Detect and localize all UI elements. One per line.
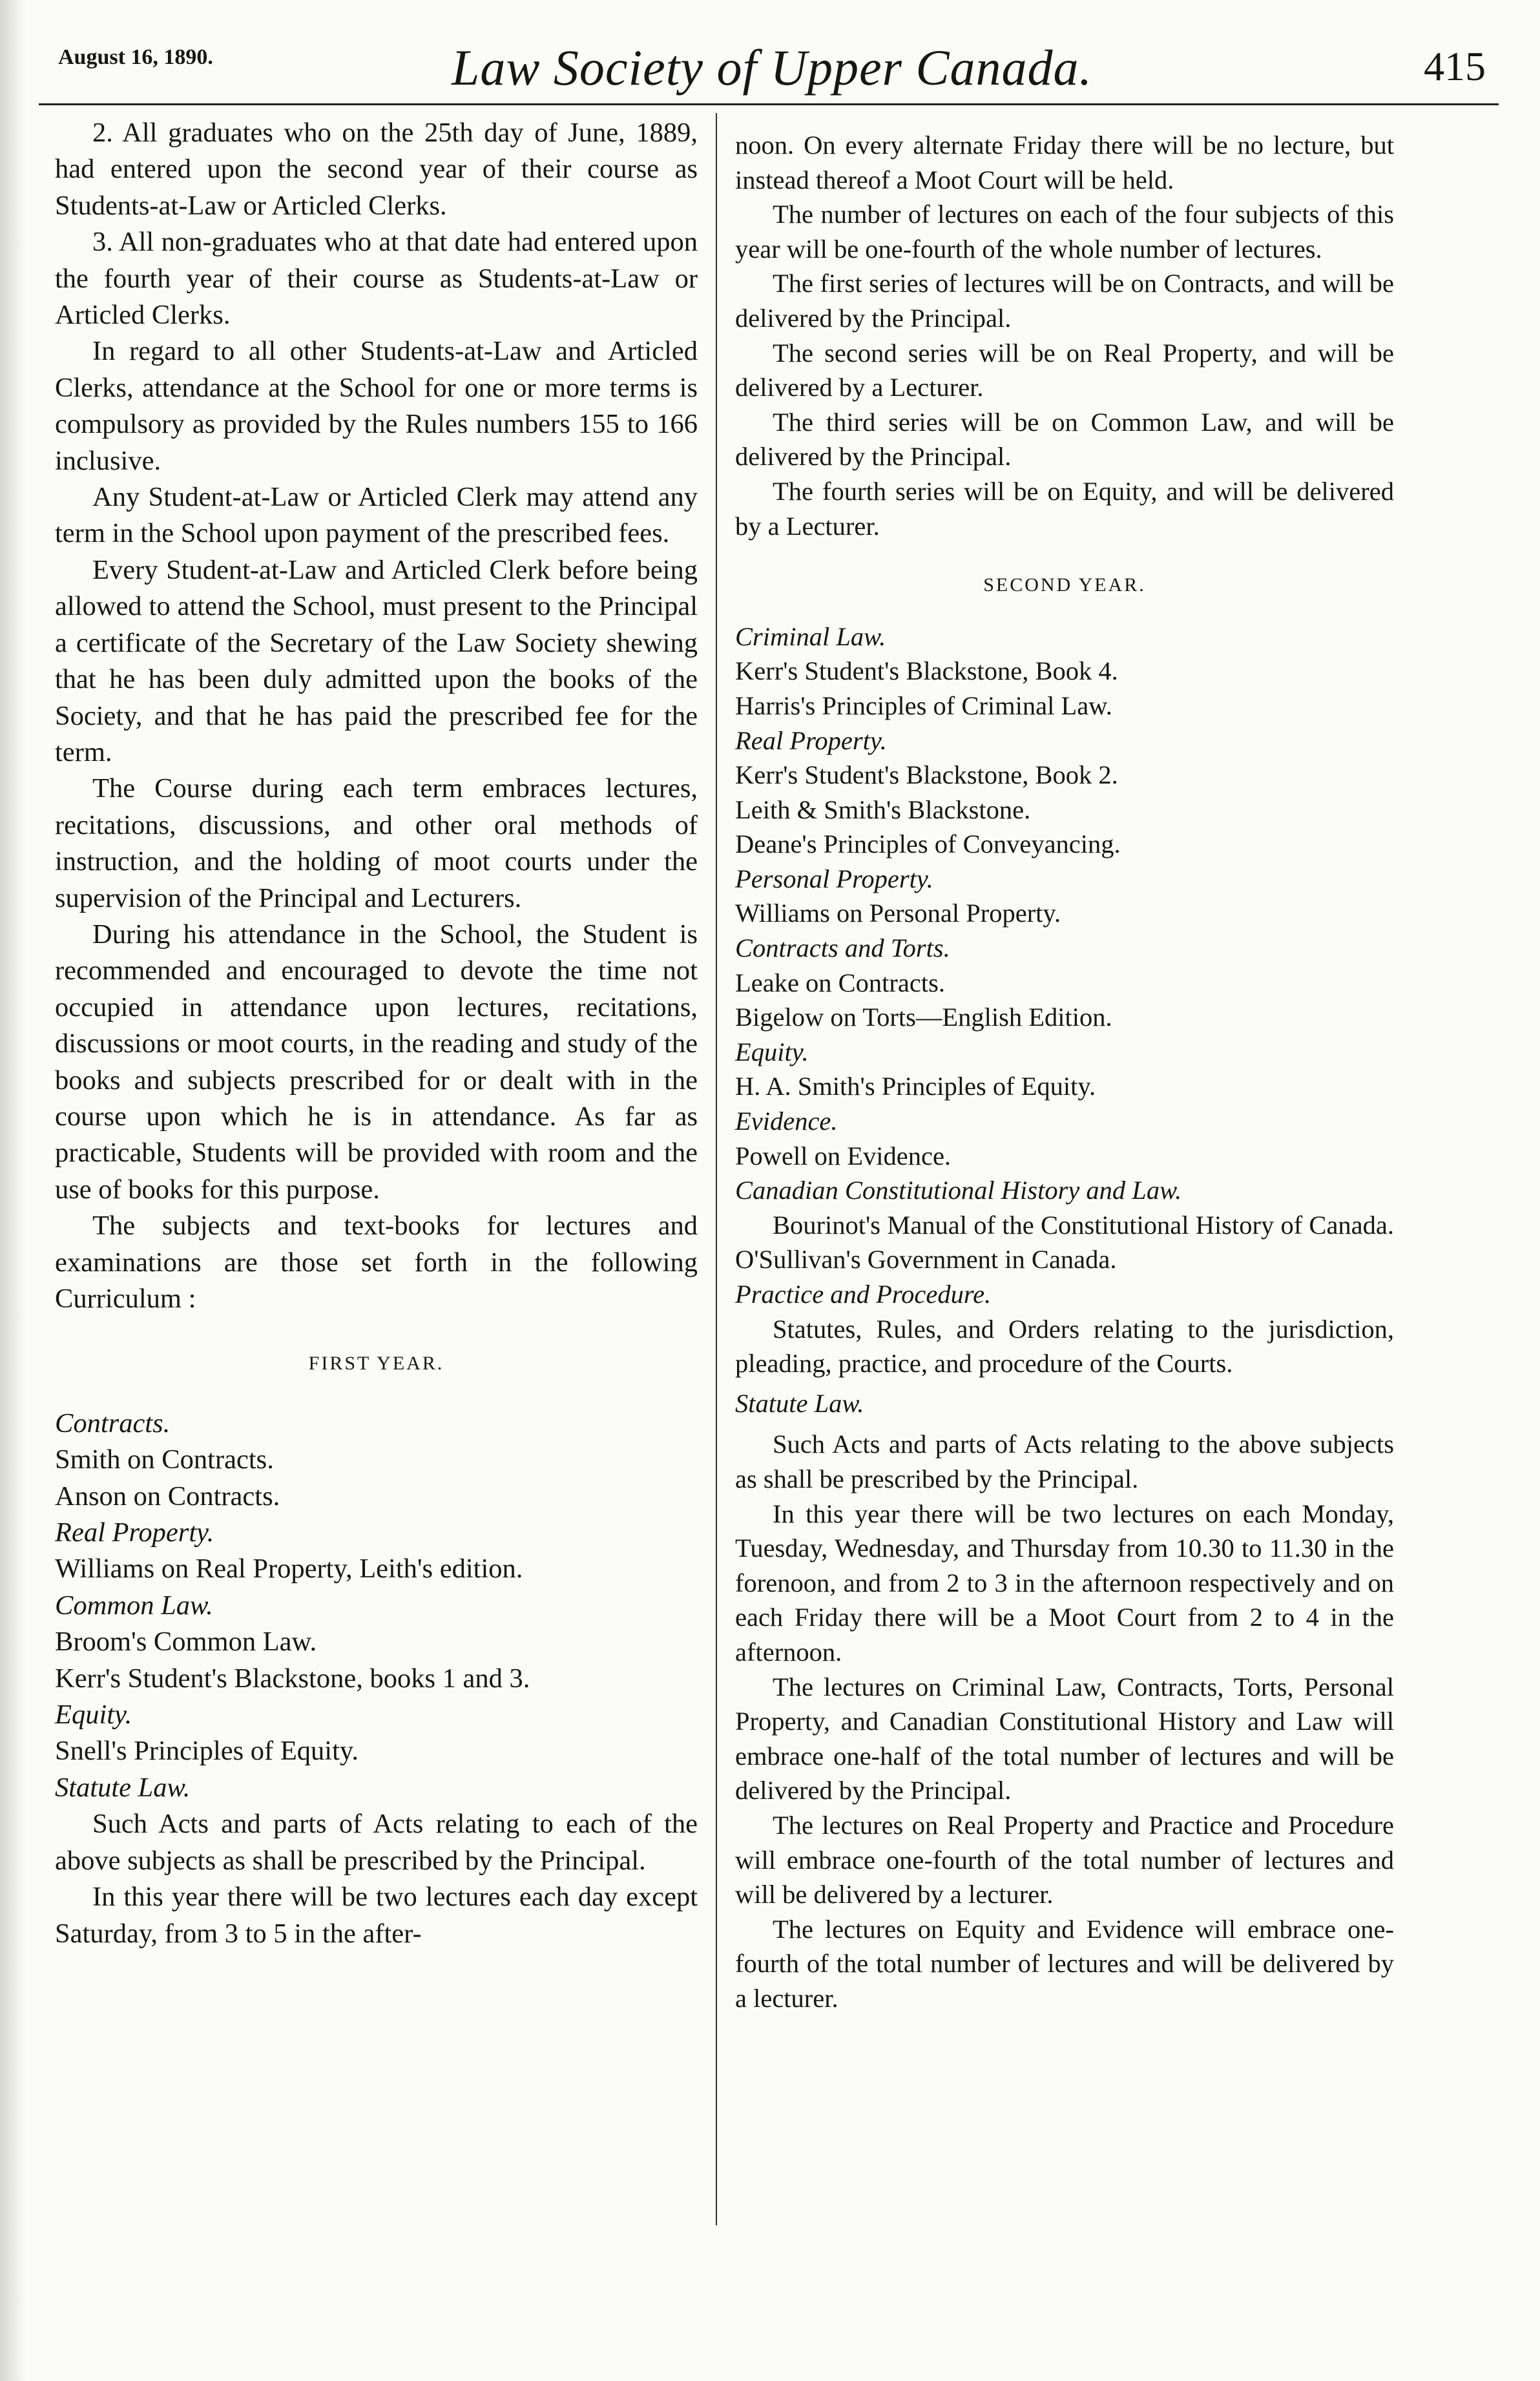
- book-entry: Bigelow on Torts—English Edition.: [735, 1003, 1112, 1032]
- subject-heading: Statute Law.: [55, 1772, 191, 1803]
- paragraph: Every Student-at-Law and Articled Clerk before being allowed to attend the School, must present to the Principal a certificate of the Secretary of the Law Society shewing that he has been duly admitted upon the books of the Society, and that he has paid the prescribed fee for the term.: [55, 554, 698, 767]
- subject-heading: Criminal Law.: [735, 621, 886, 651]
- book-entry: Kerr's Student's Blackstone, Book 2.: [735, 760, 1118, 790]
- subject-heading: Equity.: [735, 1037, 809, 1066]
- book-entry: Williams on Personal Property.: [735, 899, 1061, 928]
- book-entry: Kerr's Student's Blackstone, books 1 and 3.: [55, 1663, 530, 1694]
- paragraph: Statutes, Rules, and Orders relating to the jurisdiction, pleading, practice, and procedure of the Courts.: [735, 1314, 1394, 1378]
- subject-heading: Practice and Procedure.: [735, 1280, 992, 1309]
- book-entry: Broom's Common Law.: [55, 1627, 317, 1658]
- paragraph: The third series will be on Common Law, and will be delivered by the Principal.: [735, 407, 1394, 472]
- book-entry: Harris's Principles of Criminal Law.: [735, 691, 1112, 720]
- paragraph: The lectures on Real Property and Practice and Procedure will embrace one-fourth of the total number of lectures and will be delivered by a lecturer.: [735, 1810, 1394, 1909]
- paragraph: The second series will be on Real Property, and will be delivered by a Lecturer.: [735, 338, 1394, 402]
- book-entry: Powell on Evidence.: [735, 1141, 952, 1170]
- paragraph: 3. All non-graduates who at that date had entered upon the fourth year of their course as Students-at-Law or Articled Clerks.: [55, 227, 698, 331]
- subject-heading: Equity.: [55, 1700, 132, 1731]
- book-entry: Smith on Contracts.: [55, 1444, 274, 1475]
- running-header: [58, 26, 1486, 110]
- paragraph: The lectures on Equity and Evidence will embrace one-fourth of the total number of lectures and will be delivered by a lecturer.: [735, 1914, 1394, 2013]
- subject-heading: Real Property.: [55, 1517, 214, 1548]
- book-entry: Kerr's Student's Blackstone, Book 4.: [735, 656, 1118, 686]
- subject-heading: Evidence.: [735, 1107, 838, 1136]
- paragraph: The number of lectures on each of the four subjects of this year will be one-fourth of the whole number of lectures.: [735, 200, 1394, 264]
- paragraph: The lectures on Criminal Law, Contracts, Torts, Personal Property, and Canadian Constitutional History and Law will embrace one-half of the total number of lectures and will be delivered by the Principal.: [735, 1672, 1394, 1805]
- book-entry: Snell's Principles of Equity.: [55, 1736, 359, 1767]
- column-divider: [716, 113, 717, 2225]
- paragraph: Such Acts and parts of Acts relating to each of the above subjects as shall be prescribed by the Principal.: [55, 1809, 698, 1876]
- subject-heading: Personal Property.: [735, 864, 933, 893]
- paragraph: During his attendance in the School, the Student is recommended and encouraged to devote the time not occupied in attendance upon lectures, recitations, discussions or moot courts, in the reading and study of the books and subjects prescribed for or dealt with in the course upon which he is in attendance. As far as practicable, Students will be provided with room and the use of books for this purpose.: [55, 919, 698, 1205]
- subject-heading: Contracts.: [55, 1408, 171, 1439]
- subject-heading: Real Property.: [735, 725, 887, 755]
- right-column: [735, 128, 1394, 2015]
- book-entry: Deane's Principles of Conveyancing.: [735, 829, 1121, 859]
- paragraph: The Course during each term embraces lectures, recitations, discussions, and other oral methods of instruction, and the holding of moot courts under the supervision of the Principal and Lecturers.: [55, 773, 698, 913]
- subject-heading: Canadian Constitutional History and Law.: [735, 1176, 1182, 1205]
- paragraph: Such Acts and parts of Acts relating to the above subjects as shall be prescribed by the Principal.: [735, 1430, 1394, 1493]
- header-date: August 16, 1890.: [58, 45, 213, 69]
- paragraph: Any Student-at-Law or Articled Clerk may attend any term in the School upon payment of the prescribed fees.: [55, 482, 698, 549]
- section-heading-first-year: FIRST YEAR.: [308, 1353, 444, 1375]
- paragraph: 2. All graduates who on the 25th day of June, 1889, had entered upon the second year of their course as Students-at-Law or Articled Clerks.: [55, 118, 698, 221]
- book-entry: Leake on Contracts.: [735, 968, 946, 997]
- subject-heading: Statute Law.: [735, 1388, 864, 1418]
- book-entry: Anson on Contracts.: [55, 1481, 280, 1512]
- section-heading-second-year: SECOND YEAR.: [983, 574, 1146, 596]
- left-column: [55, 115, 698, 1952]
- paragraph: Bourinot's Manual of the Constitutional History of Canada. O'Sullivan's Government in Canada.: [735, 1210, 1394, 1274]
- page-edge-shadow: [0, 0, 26, 2381]
- book-entry: H. A. Smith's Principles of Equity.: [735, 1072, 1096, 1101]
- paragraph: The first series of lectures will be on Contracts, and will be delivered by the Principal.: [735, 269, 1394, 333]
- paragraph: The subjects and text-books for lectures and examinations are those set forth in the following Curriculum :: [55, 1211, 698, 1314]
- book-entry: Leith & Smith's Blackstone.: [735, 795, 1031, 824]
- paragraph: noon. On every alternate Friday there will be no lecture, but instead thereof a Moot Court will be held.: [735, 130, 1394, 194]
- paragraph: In this year there will be two lectures each day except Saturday, from 3 to 5 in the after-: [55, 1882, 698, 1949]
- paragraph: In this year there will be two lectures on each Monday, Tuesday, Wednesday, and Thursday from 10.30 to 11.30 in the forenoon, and from 2 to 3 in the afternoon respectively and on each Friday there will be a Moot Court from 2 to 4 in the afternoon.: [735, 1499, 1394, 1667]
- subject-heading: Common Law.: [55, 1590, 213, 1621]
- paragraph: In regard to all other Students-at-Law and Articled Clerks, attendance at the School for one or more terms is compulsory as provided by the Rules numbers 155 to 166 inclusive.: [55, 336, 698, 476]
- header-title: Law Society of Upper Canada.: [451, 39, 1093, 96]
- header-rule: [39, 103, 1499, 105]
- book-entry: Williams on Real Property, Leith's edition.: [55, 1554, 523, 1585]
- page-number: 415: [1424, 43, 1486, 89]
- subject-heading: Contracts and Torts.: [735, 933, 950, 963]
- paragraph: The fourth series will be on Equity, and will be delivered by a Lecturer.: [735, 476, 1394, 541]
